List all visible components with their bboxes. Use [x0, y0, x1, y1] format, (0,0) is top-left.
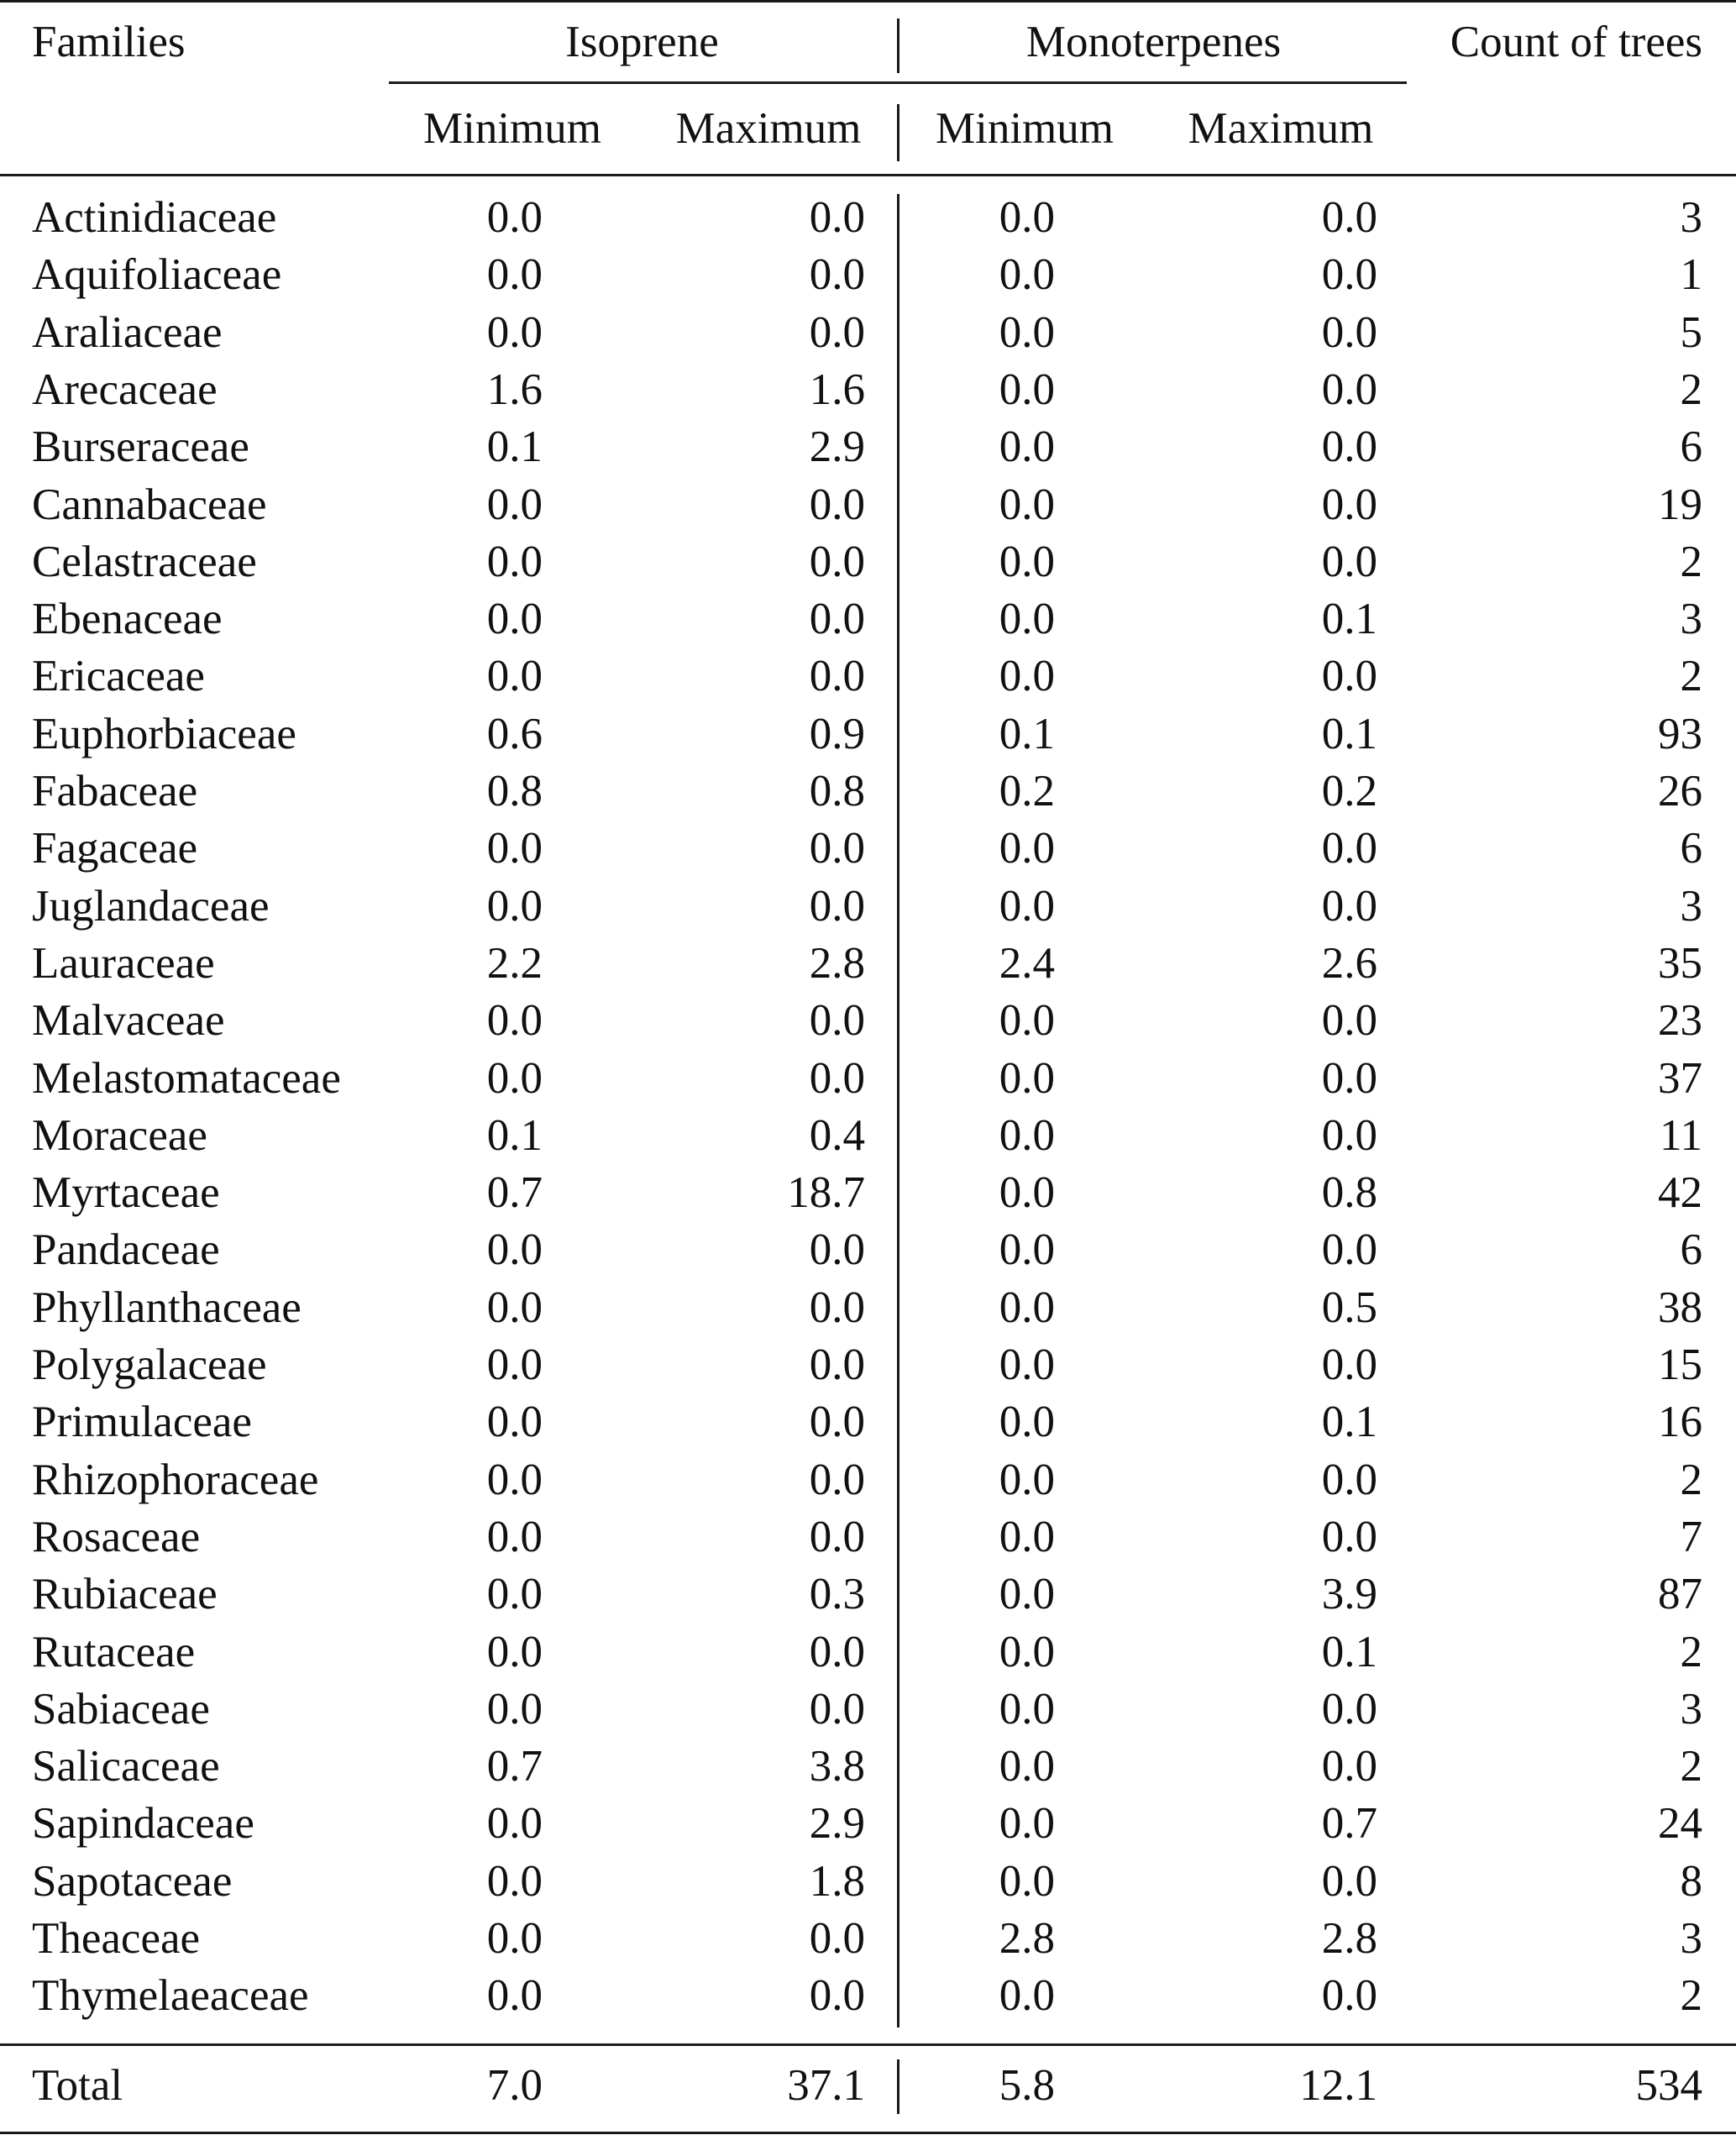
family-name: Fabaceae — [32, 767, 198, 816]
family-name: Myrtaceae — [32, 1168, 220, 1217]
isoprene-maximum: 0.3 — [809, 1570, 865, 1618]
count-of-trees: 2 — [1680, 1456, 1702, 1504]
monoterpenes-maximum: 0.0 — [1321, 1742, 1377, 1791]
total-label: Total — [32, 2061, 123, 2110]
monoterpenes-minimum: 0.0 — [999, 996, 1055, 1045]
count-of-trees: 6 — [1680, 422, 1702, 471]
monoterpenes-minimum: 0.0 — [999, 1398, 1055, 1446]
family-name: Thymelaeaceae — [32, 1971, 309, 2020]
isoprene-maximum: 0.0 — [809, 996, 865, 1045]
header-isoprene: Isoprene — [565, 18, 719, 66]
isoprene-maximum: 0.0 — [809, 1283, 865, 1332]
count-of-trees: 42 — [1658, 1168, 1702, 1217]
monoterpenes-minimum: 0.0 — [999, 193, 1055, 242]
isoprene-minimum: 0.7 — [486, 1168, 543, 1217]
family-name: Fagaceae — [32, 824, 198, 873]
monoterpenes-minimum: 2.8 — [999, 1914, 1055, 1963]
count-of-trees: 8 — [1680, 1857, 1702, 1906]
isoprene-minimum: 0.0 — [486, 480, 543, 529]
monoterpenes-maximum: 0.0 — [1321, 1054, 1377, 1103]
monoterpenes-maximum: 0.0 — [1321, 1857, 1377, 1906]
isoprene-minimum: 2.2 — [486, 939, 543, 988]
monoterpenes-maximum: 0.0 — [1321, 1340, 1377, 1389]
count-of-trees: 26 — [1658, 767, 1702, 816]
count-of-trees: 2 — [1680, 1742, 1702, 1791]
isoprene-mono-group-rule — [389, 81, 1407, 84]
monoterpenes-minimum: 0.0 — [999, 824, 1055, 873]
isoprene-minimum: 0.0 — [486, 824, 543, 873]
monoterpenes-minimum: 0.0 — [999, 1111, 1055, 1160]
count-of-trees: 2 — [1680, 538, 1702, 586]
count-of-trees: 5 — [1680, 308, 1702, 357]
family-name: Theaceae — [32, 1914, 201, 1963]
isoprene-maximum: 0.0 — [809, 193, 865, 242]
isoprene-maximum: 0.0 — [809, 250, 865, 299]
isoprene-minimum: 0.0 — [486, 652, 543, 700]
count-of-trees: 6 — [1680, 1225, 1702, 1274]
monoterpenes-minimum: 0.0 — [999, 250, 1055, 299]
monoterpenes-minimum: 0.0 — [999, 1685, 1055, 1734]
family-name: Melastomataceae — [32, 1054, 341, 1103]
family-name: Cannabaceae — [32, 480, 267, 529]
isoprene-minimum: 0.0 — [486, 1054, 543, 1103]
isoprene-minimum: 0.0 — [486, 1685, 543, 1734]
total-isoprene-minimum: 7.0 — [486, 2061, 543, 2110]
family-name: Arecaceae — [32, 365, 218, 414]
family-name: Moraceae — [32, 1111, 207, 1160]
isoprene-minimum: 0.6 — [486, 710, 543, 758]
monoterpenes-maximum: 0.1 — [1321, 1628, 1377, 1676]
family-name: Juglandaceae — [32, 882, 270, 931]
monoterpenes-minimum: 0.0 — [999, 1799, 1055, 1848]
family-name: Rhizophoraceae — [32, 1456, 319, 1504]
isoprene-maximum: 0.8 — [809, 767, 865, 816]
monoterpenes-minimum: 0.0 — [999, 308, 1055, 357]
count-of-trees: 87 — [1658, 1570, 1702, 1618]
isoprene-minimum: 0.0 — [486, 1225, 543, 1274]
total-isoprene-maximum: 37.1 — [787, 2061, 865, 2110]
isoprene-minimum: 0.0 — [486, 1398, 543, 1446]
count-of-trees: 3 — [1680, 193, 1702, 242]
count-of-trees: 93 — [1658, 710, 1702, 758]
count-of-trees: 7 — [1680, 1513, 1702, 1561]
header-monoterpenes: Monoterpenes — [1025, 18, 1282, 66]
total-monoterpenes-minimum: 5.8 — [999, 2061, 1055, 2110]
header-bottom-rule — [0, 174, 1736, 176]
family-name: Polygalaceae — [32, 1340, 267, 1389]
isoprene-minimum: 0.7 — [486, 1742, 543, 1791]
isoprene-maximum: 0.0 — [809, 1456, 865, 1504]
total-top-rule — [0, 2043, 1736, 2046]
monoterpenes-minimum: 0.0 — [999, 1225, 1055, 1274]
monoterpenes-maximum: 0.7 — [1321, 1799, 1377, 1848]
count-of-trees: 2 — [1680, 365, 1702, 414]
monoterpenes-maximum: 0.0 — [1321, 652, 1377, 700]
group-separator-header-top — [897, 18, 899, 73]
isoprene-maximum: 0.0 — [809, 480, 865, 529]
isoprene-maximum: 0.0 — [809, 1914, 865, 1963]
monoterpenes-maximum: 0.0 — [1321, 882, 1377, 931]
monoterpenes-maximum: 0.0 — [1321, 250, 1377, 299]
monoterpenes-minimum: 0.0 — [999, 882, 1055, 931]
isoprene-maximum: 0.9 — [809, 710, 865, 758]
header-isoprene-minimum: Minimum — [422, 104, 602, 153]
monoterpenes-minimum: 0.0 — [999, 1456, 1055, 1504]
family-name: Sabiaceae — [32, 1685, 210, 1734]
isoprene-maximum: 0.0 — [809, 824, 865, 873]
family-name: Phyllanthaceae — [32, 1283, 302, 1332]
family-name: Rubiaceae — [32, 1570, 218, 1618]
count-of-trees: 1 — [1680, 250, 1702, 299]
monoterpenes-minimum: 0.0 — [999, 422, 1055, 471]
monoterpenes-maximum: 0.0 — [1321, 365, 1377, 414]
isoprene-minimum: 0.0 — [486, 1628, 543, 1676]
monoterpenes-minimum: 0.0 — [999, 1168, 1055, 1217]
count-of-trees: 3 — [1680, 595, 1702, 643]
count-of-trees: 35 — [1658, 939, 1702, 988]
monoterpenes-maximum: 0.0 — [1321, 996, 1377, 1045]
family-name: Burseraceae — [32, 422, 249, 471]
header-isoprene-maximum: Maximum — [675, 104, 862, 153]
family-name: Primulaceae — [32, 1398, 252, 1446]
monoterpenes-maximum: 0.0 — [1321, 193, 1377, 242]
monoterpenes-minimum: 0.1 — [999, 710, 1055, 758]
isoprene-minimum: 0.0 — [486, 595, 543, 643]
family-name: Ericaceae — [32, 652, 205, 700]
monoterpenes-maximum: 0.1 — [1321, 710, 1377, 758]
monoterpenes-minimum: 0.0 — [999, 1971, 1055, 2020]
total-monoterpenes-maximum: 12.1 — [1299, 2061, 1377, 2110]
monoterpenes-maximum: 2.8 — [1321, 1914, 1377, 1963]
family-name: Salicaceae — [32, 1742, 220, 1791]
isoprene-minimum: 1.6 — [486, 365, 543, 414]
family-name: Pandaceae — [32, 1225, 220, 1274]
header-monoterpenes-minimum: Minimum — [935, 104, 1115, 153]
isoprene-minimum: 0.0 — [486, 1456, 543, 1504]
isoprene-maximum: 0.0 — [809, 1685, 865, 1734]
isoprene-minimum: 0.0 — [486, 1513, 543, 1561]
monoterpenes-maximum: 0.0 — [1321, 1225, 1377, 1274]
monoterpenes-minimum: 0.0 — [999, 1054, 1055, 1103]
count-of-trees: 2 — [1680, 652, 1702, 700]
count-of-trees: 2 — [1680, 1971, 1702, 2020]
monoterpenes-maximum: 0.1 — [1321, 1398, 1377, 1446]
monoterpenes-maximum: 0.8 — [1321, 1168, 1377, 1217]
monoterpenes-maximum: 0.5 — [1321, 1283, 1377, 1332]
isoprene-maximum: 0.0 — [809, 308, 865, 357]
monoterpenes-minimum: 0.2 — [999, 767, 1055, 816]
isoprene-maximum: 0.0 — [809, 1225, 865, 1274]
family-name: Celastraceae — [32, 538, 257, 586]
isoprene-maximum: 0.0 — [809, 882, 865, 931]
isoprene-minimum: 0.8 — [486, 767, 543, 816]
monoterpenes-maximum: 0.0 — [1321, 538, 1377, 586]
isoprene-maximum: 0.0 — [809, 595, 865, 643]
isoprene-minimum: 0.0 — [486, 1570, 543, 1618]
bottom-rule — [0, 2132, 1736, 2134]
monoterpenes-minimum: 0.0 — [999, 1628, 1055, 1676]
family-name: Lauraceae — [32, 939, 215, 988]
isoprene-maximum: 18.7 — [787, 1168, 865, 1217]
isoprene-minimum: 0.1 — [486, 1111, 543, 1160]
count-of-trees: 19 — [1658, 480, 1702, 529]
isoprene-maximum: 0.0 — [809, 652, 865, 700]
count-of-trees: 37 — [1658, 1054, 1702, 1103]
monoterpenes-minimum: 0.0 — [999, 1513, 1055, 1561]
header-families: Families — [32, 18, 186, 66]
count-of-trees: 15 — [1658, 1340, 1702, 1389]
monoterpenes-maximum: 0.0 — [1321, 1456, 1377, 1504]
monoterpenes-maximum: 0.0 — [1321, 1685, 1377, 1734]
monoterpenes-maximum: 0.2 — [1321, 767, 1377, 816]
header-count-of-trees: Count of trees — [1450, 18, 1702, 66]
count-of-trees: 16 — [1658, 1398, 1702, 1446]
count-of-trees: 3 — [1680, 1685, 1702, 1734]
monoterpenes-minimum: 0.0 — [999, 538, 1055, 586]
isoprene-maximum: 0.0 — [809, 1398, 865, 1446]
monoterpenes-minimum: 0.0 — [999, 1570, 1055, 1618]
family-name: Malvaceae — [32, 996, 225, 1045]
monoterpenes-minimum: 2.4 — [999, 939, 1055, 988]
isoprene-minimum: 0.0 — [486, 250, 543, 299]
isoprene-maximum: 0.4 — [809, 1111, 865, 1160]
family-name: Sapotaceae — [32, 1857, 233, 1906]
isoprene-maximum: 0.0 — [809, 1513, 865, 1561]
count-of-trees: 3 — [1680, 882, 1702, 931]
count-of-trees: 11 — [1659, 1111, 1702, 1160]
isoprene-maximum: 0.0 — [809, 1628, 865, 1676]
group-separator-header-sub — [897, 104, 899, 161]
header-monoterpenes-maximum: Maximum — [1188, 104, 1374, 153]
count-of-trees: 6 — [1680, 824, 1702, 873]
family-name: Sapindaceae — [32, 1799, 254, 1848]
isoprene-maximum: 1.6 — [809, 365, 865, 414]
isoprene-maximum: 2.9 — [809, 1799, 865, 1848]
monoterpenes-maximum: 0.1 — [1321, 595, 1377, 643]
family-name: Rutaceae — [32, 1628, 196, 1676]
family-name: Euphorbiaceae — [32, 710, 296, 758]
isoprene-minimum: 0.0 — [486, 996, 543, 1045]
isoprene-minimum: 0.0 — [486, 1914, 543, 1963]
monoterpenes-maximum: 0.0 — [1321, 308, 1377, 357]
monoterpenes-maximum: 2.6 — [1321, 939, 1377, 988]
isoprene-minimum: 0.0 — [486, 1857, 543, 1906]
isoprene-maximum: 0.0 — [809, 1054, 865, 1103]
family-name: Actinidiaceae — [32, 193, 277, 242]
isoprene-maximum: 0.0 — [809, 1971, 865, 2020]
monoterpenes-maximum: 0.0 — [1321, 1513, 1377, 1561]
isoprene-minimum: 0.0 — [486, 1283, 543, 1332]
monoterpenes-minimum: 0.0 — [999, 1340, 1055, 1389]
monoterpenes-maximum: 0.0 — [1321, 1971, 1377, 2020]
monoterpenes-maximum: 0.0 — [1321, 824, 1377, 873]
isoprene-minimum: 0.0 — [486, 538, 543, 586]
monoterpenes-maximum: 0.0 — [1321, 1111, 1377, 1160]
count-of-trees: 23 — [1658, 996, 1702, 1045]
isoprene-minimum: 0.0 — [486, 308, 543, 357]
monoterpenes-maximum: 0.0 — [1321, 480, 1377, 529]
family-name: Rosaceae — [32, 1513, 201, 1561]
isoprene-minimum: 0.0 — [486, 882, 543, 931]
isoprene-maximum: 3.8 — [809, 1742, 865, 1791]
count-of-trees: 24 — [1658, 1799, 1702, 1848]
count-of-trees: 2 — [1680, 1628, 1702, 1676]
family-name: Araliaceae — [32, 308, 223, 357]
isoprene-maximum: 2.8 — [809, 939, 865, 988]
count-of-trees: 3 — [1680, 1914, 1702, 1963]
monoterpenes-minimum: 0.0 — [999, 480, 1055, 529]
count-of-trees: 38 — [1658, 1283, 1702, 1332]
isoprene-minimum: 0.0 — [486, 1799, 543, 1848]
monoterpenes-minimum: 0.0 — [999, 365, 1055, 414]
isoprene-maximum: 2.9 — [809, 422, 865, 471]
monoterpenes-minimum: 0.0 — [999, 1283, 1055, 1332]
top-rule — [0, 0, 1736, 3]
family-name: Aquifoliaceae — [32, 250, 282, 299]
isoprene-maximum: 0.0 — [809, 1340, 865, 1389]
monoterpenes-maximum: 0.0 — [1321, 422, 1377, 471]
total-count-of-trees: 534 — [1635, 2061, 1702, 2110]
isoprene-minimum: 0.1 — [486, 422, 543, 471]
family-name: Ebenaceae — [32, 595, 223, 643]
isoprene-minimum: 0.0 — [486, 1340, 543, 1389]
monoterpenes-minimum: 0.0 — [999, 1857, 1055, 1906]
isoprene-maximum: 0.0 — [809, 538, 865, 586]
monoterpenes-minimum: 0.0 — [999, 1742, 1055, 1791]
monoterpenes-minimum: 0.0 — [999, 595, 1055, 643]
monoterpenes-maximum: 3.9 — [1321, 1570, 1377, 1618]
isoprene-maximum: 1.8 — [809, 1857, 865, 1906]
isoprene-minimum: 0.0 — [486, 1971, 543, 2020]
isoprene-minimum: 0.0 — [486, 193, 543, 242]
monoterpenes-minimum: 0.0 — [999, 652, 1055, 700]
